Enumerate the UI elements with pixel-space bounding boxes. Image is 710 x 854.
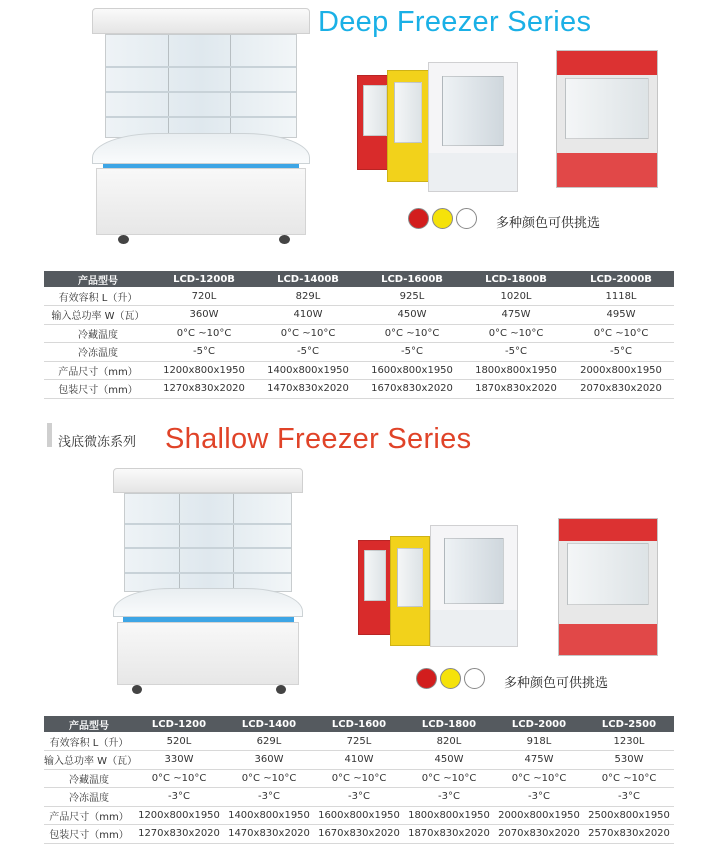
shallow-freezer-main-image [113, 468, 303, 694]
table-cell: 1400x800x1950 [224, 806, 314, 825]
section-divider-bar [47, 423, 52, 447]
table-row [44, 380, 674, 399]
table-cell: 530W [584, 751, 674, 770]
table-cell: 450W [360, 306, 464, 325]
table-cell: 2000x800x1950 [568, 361, 674, 380]
deep-series-title: Deep Freezer Series [318, 6, 592, 38]
table-cell: 冷藏温度 [44, 324, 152, 343]
color-swatch-white [456, 208, 477, 229]
table-cell: 1670x830x2020 [314, 825, 404, 844]
table-row [44, 732, 674, 751]
table-row [44, 751, 674, 770]
table-cell: -5°C [464, 343, 568, 362]
table-header: LCD-1200 [134, 716, 224, 732]
table-row [44, 806, 674, 825]
table-header: LCD-1400 [224, 716, 314, 732]
table-cell: 1470x830x2020 [256, 380, 360, 399]
table-row [44, 306, 674, 325]
table-cell: 2500x800x1950 [584, 806, 674, 825]
shallow-color-swatches [416, 668, 485, 689]
table-cell: 1400x800x1950 [256, 361, 360, 380]
table-cell: 0°C ~10°C [134, 769, 224, 788]
table-row [44, 287, 674, 306]
table-cell: 0°C ~10°C [152, 324, 256, 343]
table-cell: 1600x800x1950 [314, 806, 404, 825]
table-cell: -5°C [360, 343, 464, 362]
table-cell: 0°C ~10°C [224, 769, 314, 788]
table-cell: 冷冻温度 [44, 343, 152, 362]
table-cell: 829L [256, 287, 360, 306]
table-cell: 475W [494, 751, 584, 770]
table-cell: 925L [360, 287, 464, 306]
table-cell: -5°C [568, 343, 674, 362]
color-swatch-red [416, 668, 437, 689]
deep-freezer-main-image [92, 8, 310, 244]
table-header: 产品型号 [44, 271, 152, 287]
table-cell: 2000x800x1950 [494, 806, 584, 825]
table-cell: 1200x800x1950 [152, 361, 256, 380]
table-cell: 有效容积 L（升） [44, 287, 152, 306]
table-cell: 2570x830x2020 [584, 825, 674, 844]
table-cell: 1230L [584, 732, 674, 751]
table-cell: 0°C ~10°C [568, 324, 674, 343]
table-cell: 输入总功率 W（瓦） [44, 751, 134, 770]
table-cell: -3°C [584, 788, 674, 807]
table-header: LCD-1800 [404, 716, 494, 732]
table-cell: 0°C ~10°C [404, 769, 494, 788]
table-cell: 330W [134, 751, 224, 770]
table-cell: 包装尺寸（mm） [44, 380, 152, 399]
table-cell: 1800x800x1950 [464, 361, 568, 380]
table-cell: 1800x800x1950 [404, 806, 494, 825]
table-header: LCD-2500 [584, 716, 674, 732]
color-swatch-yellow [440, 668, 461, 689]
table-header: LCD-2000B [568, 271, 674, 287]
table-cell: 有效容积 L（升） [44, 732, 134, 751]
table-header-row [44, 271, 674, 287]
table-cell: 输入总功率 W（瓦） [44, 306, 152, 325]
table-cell: 410W [256, 306, 360, 325]
shallow-spec-table [44, 716, 674, 844]
shallow-colors-label: 多种颜色可供挑选 [504, 676, 609, 691]
table-cell: -3°C [494, 788, 584, 807]
table-row [44, 788, 674, 807]
table-cell: 820L [404, 732, 494, 751]
table-cell: 450W [404, 751, 494, 770]
table-cell: 495W [568, 306, 674, 325]
table-cell: -3°C [134, 788, 224, 807]
color-swatch-white [464, 668, 485, 689]
table-cell: 包装尺寸（mm） [44, 825, 134, 844]
table-cell: 629L [224, 732, 314, 751]
table-cell: 产品尺寸（mm） [44, 361, 152, 380]
table-cell: 1118L [568, 287, 674, 306]
table-header: LCD-1800B [464, 271, 568, 287]
table-cell: 1270x830x2020 [134, 825, 224, 844]
table-cell: 1020L [464, 287, 568, 306]
shallow-series-cn-title: 浅底微冻系列 [58, 435, 137, 450]
table-cell: 1600x800x1950 [360, 361, 464, 380]
table-row [44, 343, 674, 362]
color-swatch-yellow [432, 208, 453, 229]
table-cell: 0°C ~10°C [494, 769, 584, 788]
table-cell: 918L [494, 732, 584, 751]
table-header: LCD-2000 [494, 716, 584, 732]
table-cell: 720L [152, 287, 256, 306]
table-header-row [44, 716, 674, 732]
table-cell: 1870x830x2020 [404, 825, 494, 844]
table-cell: 0°C ~10°C [360, 324, 464, 343]
table-header: LCD-1400B [256, 271, 360, 287]
table-cell: 1270x830x2020 [152, 380, 256, 399]
table-cell: -5°C [152, 343, 256, 362]
table-cell: 冷冻温度 [44, 788, 134, 807]
table-cell: 0°C ~10°C [314, 769, 404, 788]
table-row [44, 769, 674, 788]
table-cell: 520L [134, 732, 224, 751]
table-header: 产品型号 [44, 716, 134, 732]
table-cell: 1470x830x2020 [224, 825, 314, 844]
table-cell: 0°C ~10°C [256, 324, 360, 343]
table-cell: 2070x830x2020 [568, 380, 674, 399]
table-cell: 产品尺寸（mm） [44, 806, 134, 825]
table-cell: 1200x800x1950 [134, 806, 224, 825]
color-swatch-red [408, 208, 429, 229]
table-cell: 冷藏温度 [44, 769, 134, 788]
table-cell: 725L [314, 732, 404, 751]
deep-colors-label: 多种颜色可供挑选 [496, 216, 601, 231]
table-header: LCD-1200B [152, 271, 256, 287]
deep-spec-table [44, 271, 674, 399]
table-cell: -3°C [404, 788, 494, 807]
table-cell: 360W [152, 306, 256, 325]
table-cell: 2070x830x2020 [494, 825, 584, 844]
table-cell: 475W [464, 306, 568, 325]
table-cell: 410W [314, 751, 404, 770]
deep-color-swatches [408, 208, 477, 229]
table-row [44, 324, 674, 343]
table-cell: -3°C [224, 788, 314, 807]
table-cell: 1670x830x2020 [360, 380, 464, 399]
table-cell: 0°C ~10°C [464, 324, 568, 343]
table-cell: -5°C [256, 343, 360, 362]
table-header: LCD-1600 [314, 716, 404, 732]
table-cell: -3°C [314, 788, 404, 807]
table-header: LCD-1600B [360, 271, 464, 287]
table-row [44, 825, 674, 844]
table-row [44, 361, 674, 380]
table-cell: 1870x830x2020 [464, 380, 568, 399]
table-cell: 360W [224, 751, 314, 770]
shallow-series-title: Shallow Freezer Series [165, 423, 472, 455]
table-cell: 0°C ~10°C [584, 769, 674, 788]
